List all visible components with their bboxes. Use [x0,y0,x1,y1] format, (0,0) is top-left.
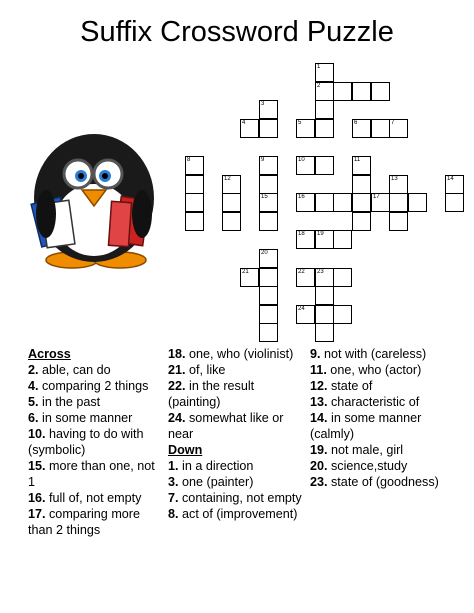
clue-number: 15 [261,194,268,200]
clue-number: 11 [354,157,361,163]
down-clue-list-continued [310,346,460,490]
grid-cell[interactable] [259,119,278,138]
clue-text: not male, girl [327,443,404,457]
clue-number: 12 [224,176,231,182]
grid-cell[interactable] [240,119,259,138]
clue-text: one, who (violinist) [185,347,294,361]
clues-column-1 [28,346,164,538]
grid-cell[interactable] [352,156,371,175]
clue-number: 3 [261,101,265,107]
clue-item [168,410,306,442]
clue-text: state of [327,379,373,393]
grid-cell[interactable] [315,63,334,82]
grid-cell[interactable] [371,119,390,138]
clue-text: in the result (painting) [168,379,255,409]
grid-cell[interactable] [352,175,371,194]
clue-number-label: 14. [310,411,328,425]
clue-number: 22 [298,269,305,275]
clue-number-label: 11. [310,363,327,377]
grid-cell[interactable] [296,156,315,175]
clue-text: one, who (actor) [326,363,422,377]
clue-item [168,346,306,362]
grid-cell[interactable] [259,268,278,287]
clue-item [168,362,306,378]
grid-cell[interactable] [259,193,278,212]
grid-cell[interactable] [333,230,352,249]
grid-cell[interactable] [315,100,334,119]
clue-text: comparing 2 things [38,379,149,393]
clue-number: 4 [242,120,246,126]
grid-cell[interactable] [333,305,352,324]
grid-cell[interactable] [352,212,371,231]
clue-text: characteristic of [327,395,420,409]
clue-text: in the past [38,395,101,409]
grid-cell[interactable] [315,119,334,138]
clue-number-label: 17. [28,507,46,521]
across-clue-list-continued [168,346,306,442]
grid-cell[interactable] [185,212,204,231]
grid-cell[interactable] [315,156,334,175]
clue-text: not with (careless) [320,347,427,361]
clue-number: 24 [298,306,305,312]
grid-cell[interactable] [315,323,334,342]
grid-cell[interactable] [315,305,334,324]
clue-number: 9 [261,157,265,163]
clues-column-2 [168,346,306,522]
clue-number: 7 [391,120,395,126]
clue-number-label: 1. [168,459,179,473]
clue-text: having to do with (symbolic) [28,427,144,457]
clue-text: containing, not empty [178,491,302,505]
clue-item [28,506,164,538]
grid-cell[interactable] [333,193,352,212]
grid-cell[interactable] [222,212,241,231]
clue-text: state of (goodness) [327,475,439,489]
grid-cell[interactable] [389,175,408,194]
grid-cell[interactable] [371,82,390,101]
clue-number: 21 [242,269,249,275]
clue-text: science,study [327,459,408,473]
clue-number: 14 [447,176,454,182]
clue-number: 20 [261,250,268,256]
grid-cell[interactable] [296,193,315,212]
grid-cell[interactable] [315,286,334,305]
clue-text: one (painter) [178,475,254,489]
clue-number: 18 [298,231,305,237]
clues-column-3 [310,346,460,490]
grid-cell[interactable] [259,100,278,119]
clue-item [310,362,460,378]
clue-number-label: 24. [168,411,186,425]
clue-item [28,410,164,426]
clue-number-label: 10. [28,427,46,441]
clue-number-label: 6. [28,411,39,425]
grid-cell[interactable] [296,230,315,249]
penguin-illustration [22,132,164,274]
grid-cell[interactable] [371,193,390,212]
clue-text: more than one, not 1 [28,459,155,489]
grid-cell[interactable] [445,193,464,212]
grid-cell[interactable] [259,286,278,305]
grid-cell[interactable] [352,193,371,212]
grid-cell[interactable] [259,305,278,324]
clue-number: 19 [317,231,324,237]
clue-number-label: 20. [310,459,328,473]
clue-item [28,362,164,378]
grid-cell[interactable] [296,305,315,324]
grid-cell[interactable] [352,119,371,138]
clue-number-label: 16. [28,491,46,505]
grid-cell[interactable] [315,230,334,249]
clue-text: somewhat like or near [168,411,284,441]
grid-cell[interactable] [333,268,352,287]
clue-number-label: 12. [310,379,328,393]
grid-cell[interactable] [333,82,352,101]
clue-number-label: 13. [310,395,328,409]
clue-text: in some manner (calmly) [310,411,422,441]
grid-cell[interactable] [296,119,315,138]
clue-text: full of, not empty [45,491,142,505]
clue-number-label: 23. [310,475,328,489]
grid-cell[interactable] [185,156,204,175]
clue-number: 16 [298,194,305,200]
grid-cell[interactable] [315,268,334,287]
clue-number-label: 4. [28,379,39,393]
puzzle-title: Suffix Crossword Puzzle [80,16,394,48]
grid-cell[interactable] [408,193,427,212]
clue-item [168,378,306,410]
clue-number-label: 21. [168,363,186,377]
clue-item [310,410,460,442]
clue-text: comparing more than 2 things [28,507,141,537]
grid-cell[interactable] [352,82,371,101]
grid-cell[interactable] [259,156,278,175]
clue-item [168,474,306,490]
clue-item [28,458,164,490]
grid-cell[interactable] [240,268,259,287]
clue-number-label: 8. [168,507,179,521]
clue-number: 17 [373,194,380,200]
clue-item [310,474,460,490]
clue-item [28,490,164,506]
grid-cell[interactable] [315,193,334,212]
grid-cell[interactable] [296,268,315,287]
grid-cell[interactable] [389,193,408,212]
clue-item [28,426,164,458]
clue-number-label: 3. [168,475,179,489]
clue-text: in some manner [38,411,133,425]
clue-number: 1 [317,64,321,70]
clue-number-label: 15. [28,459,46,473]
grid-cell[interactable] [222,193,241,212]
clue-item [310,346,460,362]
clue-item [310,378,460,394]
grid-cell[interactable] [185,175,204,194]
clue-number: 8 [187,157,191,163]
clue-number-label: 9. [310,347,321,361]
down-heading: Down [168,443,203,457]
down-clue-list [168,458,306,522]
clue-number: 10 [298,157,305,163]
clue-number: 13 [391,176,398,182]
clue-number: 6 [354,120,358,126]
across-heading: Across [28,347,71,361]
clue-text: in a direction [178,459,254,473]
clue-item [310,394,460,410]
clue-item [168,458,306,474]
grid-cell[interactable] [315,82,334,101]
grid-cell[interactable] [389,119,408,138]
grid-cell[interactable] [389,212,408,231]
across-clue-list [28,362,164,538]
clue-item [168,490,306,506]
clue-item [310,442,460,458]
grid-cell[interactable] [259,323,278,342]
grid-cell[interactable] [259,175,278,194]
clue-number: 23 [317,269,324,275]
clue-item [28,394,164,410]
clue-item [310,458,460,474]
clue-number-label: 18. [168,347,186,361]
grid-cell[interactable] [222,175,241,194]
grid-cell[interactable] [259,249,278,268]
clue-text: of, like [185,363,226,377]
grid-cell[interactable] [445,175,464,194]
clue-text: act of (improvement) [178,507,298,521]
clue-number: 5 [298,120,302,126]
clue-number-label: 2. [28,363,39,377]
clue-item [168,506,306,522]
clue-number-label: 7. [168,491,179,505]
grid-cell[interactable] [185,193,204,212]
grid-cell[interactable] [259,212,278,231]
clue-item [28,378,164,394]
clue-number-label: 22. [168,379,186,393]
clue-number-label: 5. [28,395,39,409]
clue-text: able, can do [38,363,111,377]
clue-number-label: 19. [310,443,328,457]
clue-number: 2 [317,83,321,89]
